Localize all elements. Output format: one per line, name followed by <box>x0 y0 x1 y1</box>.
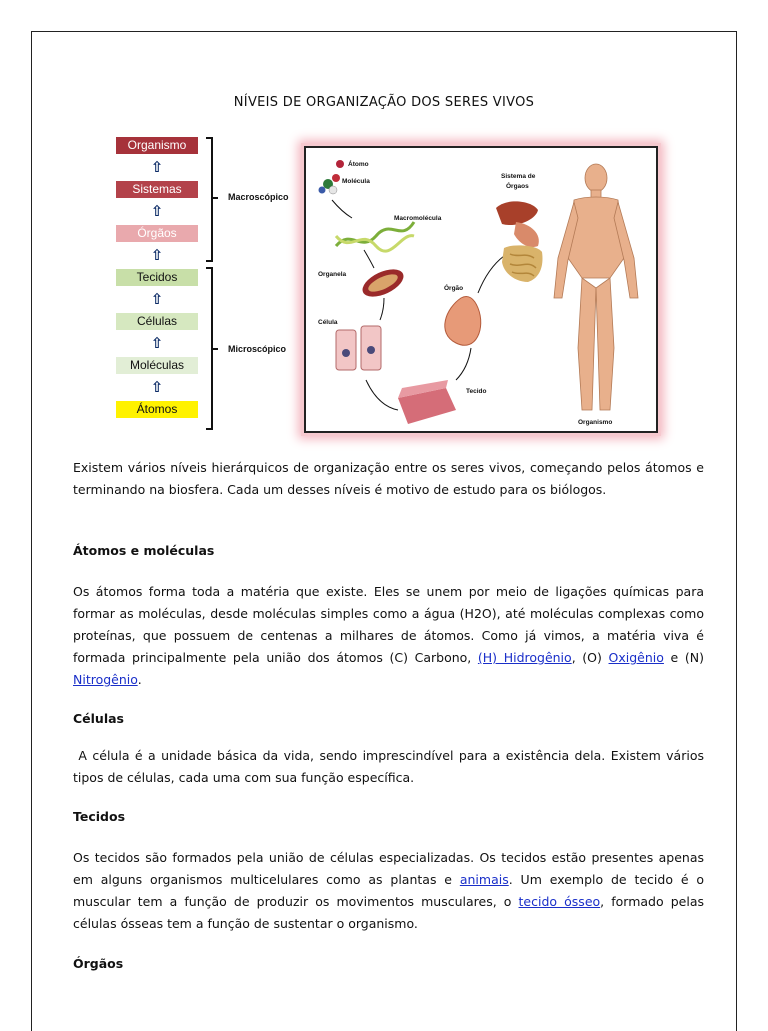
level-atomos: Átomos <box>116 401 198 418</box>
label-organela: Organela <box>318 271 347 278</box>
link-nitrogenio[interactable]: Nitrogênio <box>73 672 138 687</box>
label-sistema-2: Órgaos <box>506 183 529 190</box>
flow-arrow <box>380 298 384 320</box>
digestive-system-shape <box>496 201 542 282</box>
atomos-paragraph <box>73 581 704 691</box>
atom-shape <box>336 160 344 168</box>
illustration-svg <box>306 148 656 431</box>
atomos-text: . <box>137 672 142 687</box>
organization-illustration <box>304 146 658 433</box>
brace-group <box>202 135 312 435</box>
up-arrow-icon: ⇧ <box>150 202 164 220</box>
label-macromolecula: Macromolécula <box>394 215 442 222</box>
label-sistema-1: Sistema de <box>501 173 536 180</box>
atomos-text: e (N) <box>663 650 704 665</box>
document-title: NÍVEIS DE ORGANIZAÇÃO DOS SERES VIVOS <box>233 95 535 110</box>
dna-shape <box>336 222 414 251</box>
heading-orgaos: Órgãos <box>73 956 124 971</box>
up-arrow-icon: ⇧ <box>150 334 164 352</box>
heading-tecidos: Tecidos <box>73 809 126 824</box>
link-oxigenio[interactable]: Oxigênio <box>608 650 664 665</box>
level-organismo: Organismo <box>116 137 198 154</box>
intro-text: Existem vários níveis hierárquicos de organização entre os seres vivos, começando pelos átomos e terminando na biosfera. Cada um desses níveis é motivo de estudo para os biólogos. <box>73 460 704 497</box>
flow-arrow <box>366 380 398 410</box>
intro-paragraph <box>73 457 704 501</box>
label-molecula: Molécula <box>342 178 370 185</box>
flow-arrow <box>456 348 471 380</box>
tecidos-text: Os tecidos são formados pela união de células especializadas. Os tecidos estão presentes apenas em alguns organismos multicelulares como as plantas e <box>73 850 704 887</box>
tecidos-text: , formado pelas células ósseas tem a função de sustentar o organismo. <box>73 894 704 931</box>
up-arrow-icon: ⇧ <box>150 290 164 308</box>
label-atomo: Átomo <box>348 161 369 168</box>
level-moleculas: Moléculas <box>116 357 198 374</box>
micro-brace <box>206 268 212 429</box>
celulas-text: A célula é a unidade básica da vida, sendo imprescindível para a existência dela. Existem vários tipos de células, cada uma com sua função específica. <box>73 748 708 785</box>
up-arrow-icon: ⇧ <box>150 246 164 264</box>
macro-label: Macroscópico <box>228 192 289 202</box>
atomos-text: , (O) <box>571 650 609 665</box>
label-tecido: Tecido <box>466 388 487 395</box>
label-organismo: Organismo <box>578 419 613 426</box>
tecidos-text: . Um exemplo de tecido é o muscular tem a função de produzir os movimentos musculares, o <box>73 872 704 909</box>
link-hidrogenio[interactable]: (H) Hidrogênio <box>477 650 572 665</box>
celulas-paragraph <box>73 745 708 789</box>
tecidos-paragraph <box>73 847 704 935</box>
document-page <box>31 31 737 1031</box>
tissue-shape <box>398 380 456 424</box>
level-tecidos: Tecidos <box>116 269 198 286</box>
link-tecido-osseo[interactable]: tecido ósseo <box>518 894 601 909</box>
label-celula: Célula <box>318 319 338 326</box>
heading-celulas: Células <box>73 711 124 726</box>
level-sistemas: Sistemas <box>116 181 198 198</box>
flow-arrow <box>364 250 374 268</box>
mitochondria-shape <box>358 264 407 303</box>
level-orgaos: Órgãos <box>116 225 198 242</box>
flow-arrow <box>478 256 504 293</box>
up-arrow-icon: ⇧ <box>150 378 164 396</box>
micro-label: Microscópico <box>228 344 287 354</box>
molecule-shape <box>319 174 341 194</box>
up-arrow-icon: ⇧ <box>150 158 164 176</box>
human-body-shape <box>554 164 638 410</box>
cell-shape <box>336 326 381 370</box>
link-animais[interactable]: animais <box>459 872 509 887</box>
stomach-shape <box>445 296 481 345</box>
heading-atomos: Átomos e moléculas <box>73 543 215 558</box>
atomos-text: Os átomos forma toda a matéria que existe. Eles se unem por meio de ligações químicas para formar as moléculas, desde moléculas simples como a água (H2O), até moléculas complexas como proteínas, que possuem de centenas a milhares de átomos. Como já vimos, a matéria viva é formada principalmente pela união dos átomos (C) Carbono, <box>73 584 704 665</box>
flow-arrow <box>332 200 352 218</box>
macro-brace <box>206 138 212 261</box>
label-orgao: Órgão <box>444 285 464 292</box>
level-celulas: Células <box>116 313 198 330</box>
